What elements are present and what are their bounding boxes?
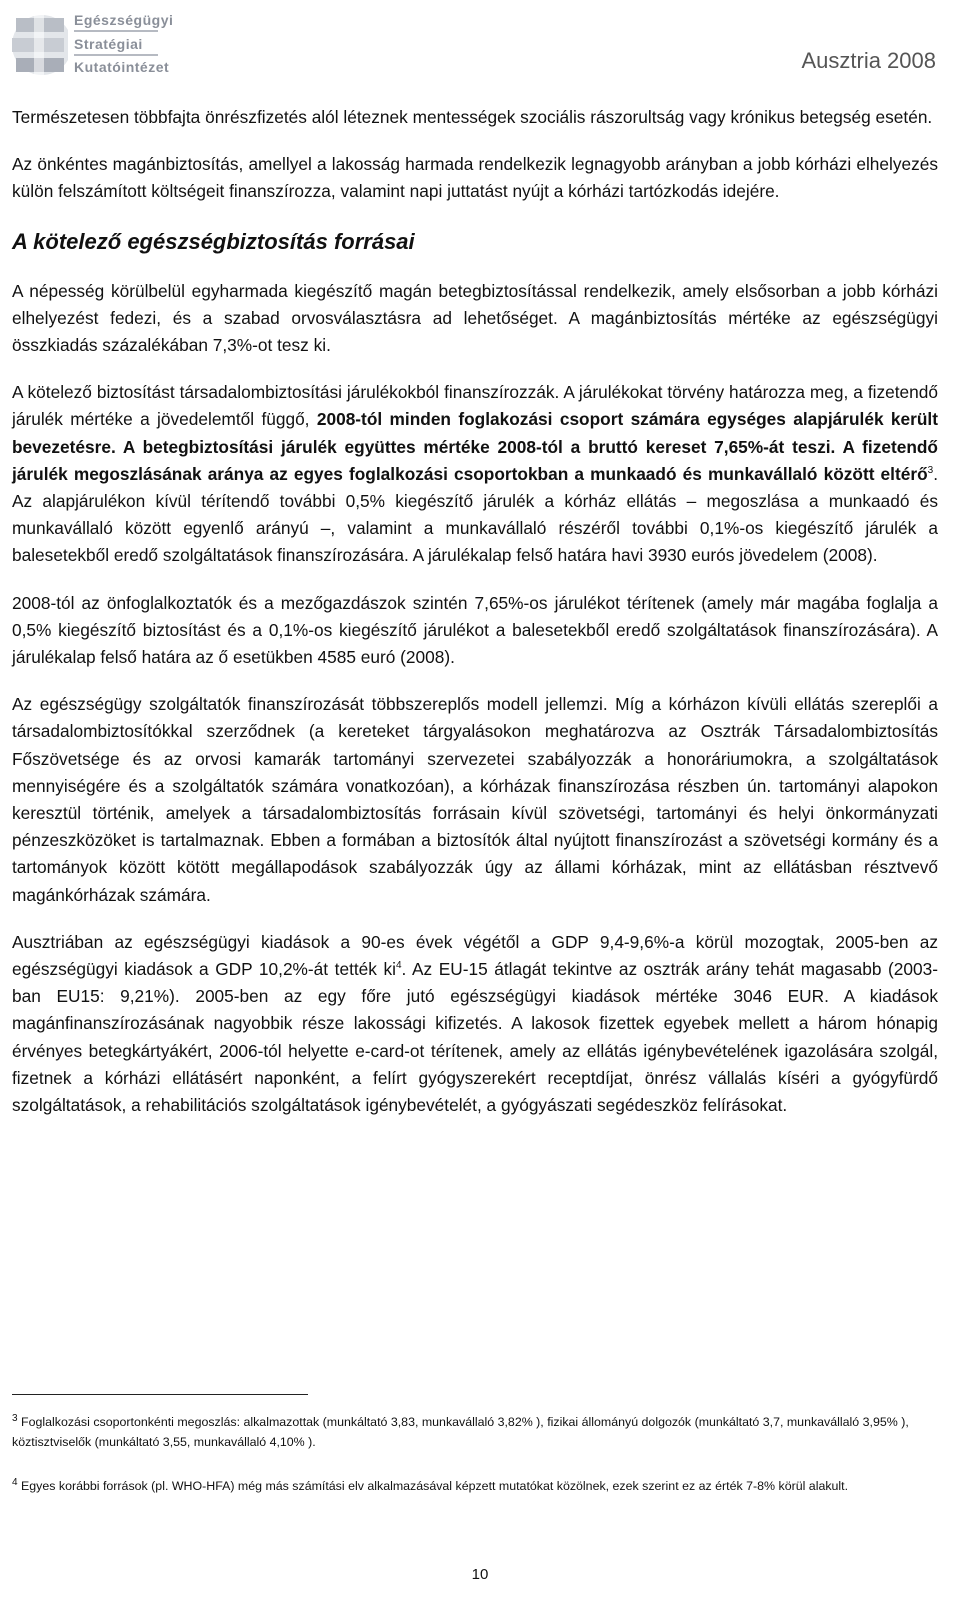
paragraph-text: . Az EU-15 átlagát tekintve az osztrák arány tehát magasabb (2003-ban EU15: 9,21%). 2005-ben az egy főre jutó egészségügyi kiadások mértéke 3046 EUR. A kiadások magánfinanszírozásának nagyobbik része lakossági kifizetés. A lakosok fizettek egyebek mellett a három hónapig érvényes betegkártyákért, 2006-tól helyette e-card-ot térítenek, amely az ellátás igénybevételének igazolására szolgál, fizetnek a kórházi ellátásért naponként, a felírt gyógyszerekért receptdíjat, önrész vállalás kíséri a gyógyfürdő szolgáltatások, a rehabilitációs szolgáltatások igénybevételét, a gyógyászati segédeszköz felírásokat. [12,959,938,1116]
paragraph: Az önkéntes magánbiztosítás, amellyel a lakosság harmada rendelkezik legnagyobb arányban a jobb kórházi elhelyezés külön felszámított költségeit finanszírozza, valamint napi juttatást nyújt a kórházi tartózkodás idejére. [12,154,938,202]
paragraph: Természetesen többfajta önrészfizetés alól léteznek mentességek szociális rászorultság vagy krónikus betegség esetén. [12,107,933,127]
running-title: Ausztria 2008 [801,48,936,73]
paragraph: 2008-tól az önfoglalkoztatók és a mezőgazdászok szintén 7,65%-os járulékot térítenek (amely már magába foglalja a 0,5% kiegészítő biztosítást és a 0,1%-os kiegészítő járulékot a balesetekből eredő szolgáltatások finanszírozására). A járulékalap felső határa az ő esetükben 4585 euró (2008). [12,592,938,668]
footnote-number: 3 [12,1412,18,1424]
paragraph: Az egészségügy szolgáltatók finanszírozását többszereplős modell jellemzi. Míg a kórházon kívüli ellátás szereplői a társadalombiztosítókkal szerződnek (a kereteket tárgyalásokon meghatározva az Osztrák Társadalombiztosítás Főszövetsége és az orvosi kamarák tartományi szervezetei szabályozzák a honoráriumokra, a szolgáltatások mennyiségére és a szolgáltatók számára vonatkozóan), a kórházak finanszírozása részben ún. tartományi alapokon keresztül történik, amelyek a társadalombiztosítás forrásain kívül szövetségi, tartományi és helyi önkormányzati pénzeszközöket is tartalmaznak. Ebben a formában a biztosítók által nyújtott finanszírozást a szövetségi kormány és a tartományok között kötött megállapodások szabályozzák úgy az állami kórházak, mint az ellátásban résztvevő magánkórházak számára. [12,694,938,905]
paragraph-text: Ausztriában az egészségügyi kiadások a 90-es évek végétől a GDP 9,4-9,6%-a körül mozogtak, 2005-ben az egészségügyi kiadások a GDP 10,2%-át tették ki [12,931,938,980]
section-heading: A kötelező egészségbiztosítás forrásai [12,228,415,254]
footnote [12,1476,938,1496]
footnote-text: Foglalkozási csoportonkénti megoszlás: alkalmazottak (munkáltató 3,83, munkavállaló 3,82% ), fizikai állományú dolgozók (munkáltató 3,7, munkavállaló 3,95% ), köztisztviselők (munkáltató 3,55, munkavállaló 4,10% ). [12,1415,909,1449]
logo-line-2: Stratégiai [74,36,143,52]
paragraph [12,379,938,569]
paragraph-text: . Az alapjárulékon kívül térítendő további 0,5% kiegészítő járulék a kórház ellátás – megoszlása a munkaadó és munkavállaló között egyenlő arányú –, valamint a munkavállaló részéről további 0,1%-os kiegészítő járulék a balesetekből eredő szolgáltatások finanszírozására. A járulékalap felső határa havi 3930 eurós jövedelem (2008). [12,463,938,566]
footnotes [12,1412,938,1520]
logo-divider [74,54,158,56]
paragraph-text: A kötelező biztosítást társadalombiztosítási járulékokból finanszírozzák. A járulékokat törvény határozza meg, a fizetendő járulék mértéke a jövedelemtől függő, [12,382,938,430]
footnote-text: Egyes korábbi források (pl. WHO-HFA) még más számítási elv alkalmazásával képzett mutatókat közölnek, ezek szerint ez az érték 7-8% körül alakult. [21,1479,849,1493]
footnote [12,1412,938,1452]
footnote-number: 4 [12,1476,18,1488]
logo-line-3: Kutatóintézet [74,59,170,75]
logo-line-1: Egészségügyi [74,12,174,28]
footnote-divider [12,1394,308,1395]
page-number: 10 [471,1566,489,1583]
bold-text: 2008-tól minden foglakozási csoport számára egységes alapjárulék került bevezetésre. A betegbiztosítási járulék együttes mértéke 2008-tól a bruttó kereset 7,65%-át teszi. A fizetendő járulék megoszlásának aránya az egyes foglalkozási csoportokban a munkaadó és munkavállaló között eltérő [12,409,938,484]
footnote-ref[interactable]: 3 [927,465,934,477]
institute-logo [12,6,174,86]
paragraph: A népesség körülbelül egyharmada kiegészítő magán betegbiztosítással rendelkezik, amely elsősorban a jobb kórházi elhelyezést fedezi, és a szabad orvosválasztásra ad lehetőséget. A magánbiztosítás mértéke az egészségügyi összkiadás százalékában 7,3%-ot tesz ki. [12,280,938,356]
footnote-ref[interactable]: 4 [395,960,402,972]
logo-emblem-icon [12,8,68,82]
paragraph [12,929,938,1119]
logo-divider [74,30,158,32]
document-body [12,104,938,1139]
